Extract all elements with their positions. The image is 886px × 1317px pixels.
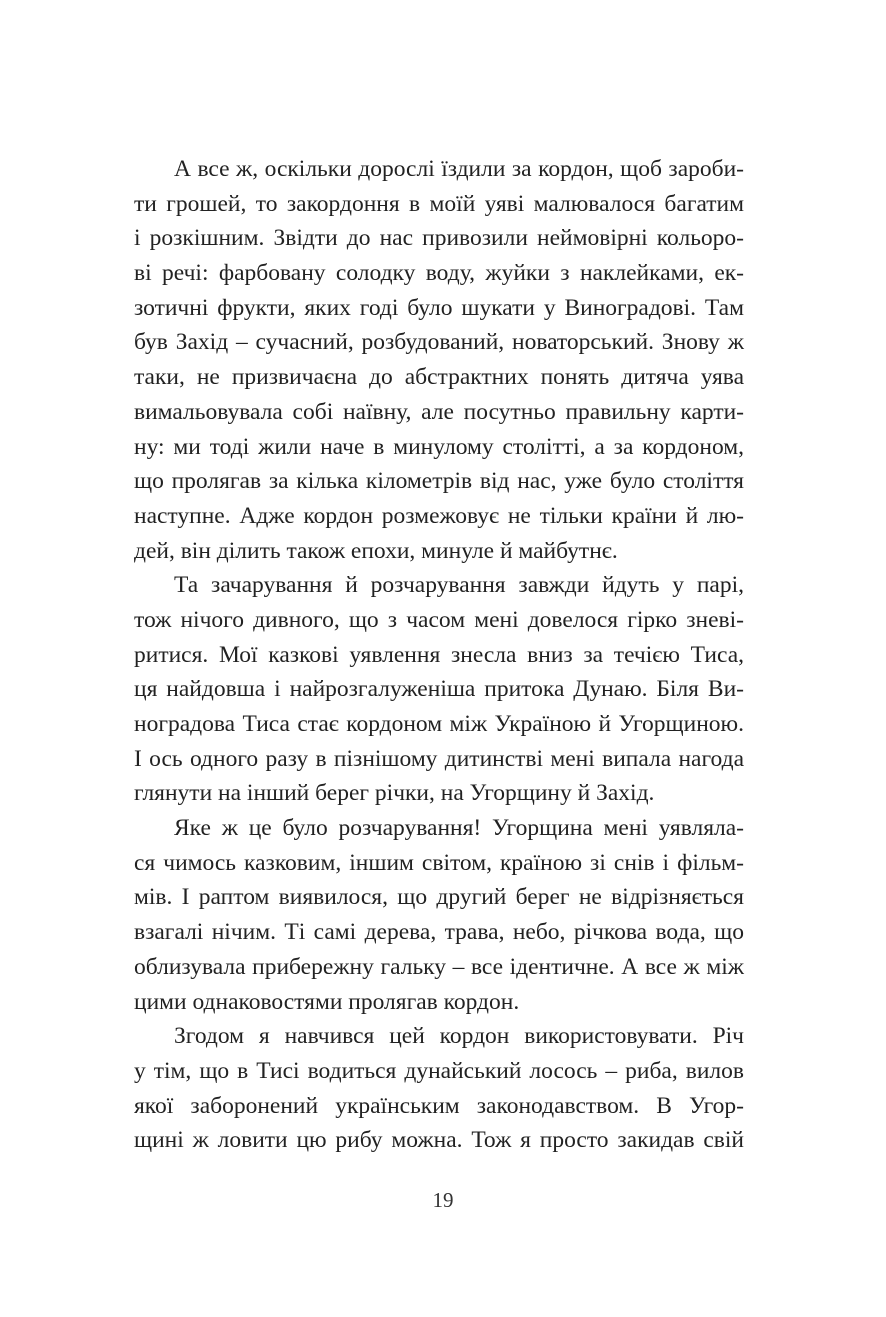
paragraph-first-line: А все ж, оскільки дорослі їздили за кордон, щоб зароби- xyxy=(174,156,744,182)
text-line: таки, не призвичаєна до абстрактних понять дитяча уява xyxy=(134,364,744,391)
text-line: ну: ми тоді жили наче в минулому столітті, а за кордоном, xyxy=(134,433,744,460)
text-line: що пролягав за кілька кілометрів від нас, уже було століття xyxy=(134,468,744,495)
text-line: ти грошей, то закордоння в моїй уяві малювалося багатим xyxy=(134,190,744,217)
text-line: наступне. Адже кордон розмежовує не тільки країни й лю- xyxy=(134,502,744,529)
text-line: ся чимось казковим, іншим світом, країною зі снів і фільм- xyxy=(134,849,744,876)
text-line: якої заборонений українським законодавством. В Угор- xyxy=(134,1092,744,1119)
text-line: глянути на інший берег річки, на Угорщину й Захід. xyxy=(134,780,655,807)
text-line: дей, він ділить також епохи, минуле й майбутнє. xyxy=(134,537,618,564)
text-line: у тім, що в Тисі водиться дунайський лосось – риба, вилов xyxy=(134,1057,744,1084)
text-line: зотичні фрукти, яких годі було шукати у Виноградові. Там xyxy=(134,294,744,321)
text-line: облизувала прибережну гальку – все ідентичне. А все ж між xyxy=(134,953,744,980)
text-line: тож нічого дивного, що з часом мені довелося гірко зневі- xyxy=(134,606,744,633)
paragraph-first-line: Яке ж це було розчарування! Угорщина мені уявляла- xyxy=(174,815,744,842)
body-text xyxy=(134,152,744,1158)
text-line: вимальовувала собі наївну, але посутньо правильну карти- xyxy=(134,398,744,425)
text-line: щині ж ловити цю рибу можна. Тож я просто закидав свій xyxy=(134,1127,744,1154)
paragraph-first-line: Згодом я навчився цей кордон використовувати. Річ xyxy=(174,1023,744,1050)
text-line: ця найдовша і найрозгалуженіша притока Дунаю. Біля Ви- xyxy=(134,676,744,703)
text-line: мів. І раптом виявилося, що другий берег не відрізняється xyxy=(134,884,744,911)
paragraph-first-line: Та зачарування й розчарування завжди йдуть у парі, xyxy=(174,572,744,599)
text-line: ноградова Тиса стає кордоном між Україною й Угорщиною. xyxy=(134,711,744,737)
text-line: цими однаковостями пролягав кордон. xyxy=(134,988,520,1015)
text-line: ві речі: фарбовану солодку воду, жуйки з наклейками, ек- xyxy=(134,260,744,287)
text-line: ритися. Мої казкові уявлення знесла вниз за течією Тиса, xyxy=(134,641,744,668)
text-line: взагалі нічим. Ті самі дерева, трава, небо, річкова вода, що xyxy=(134,919,744,946)
page-number: 19 xyxy=(432,1188,454,1212)
text-line: І ось одного разу в пізнішому дитинстві мені випала нагода xyxy=(134,745,744,772)
text-line: і розкішним. Звідти до нас привозили неймовірні кольоро- xyxy=(134,225,744,252)
text-line: був Захід – сучасний, розбудований, новаторський. Знову ж xyxy=(134,329,744,356)
